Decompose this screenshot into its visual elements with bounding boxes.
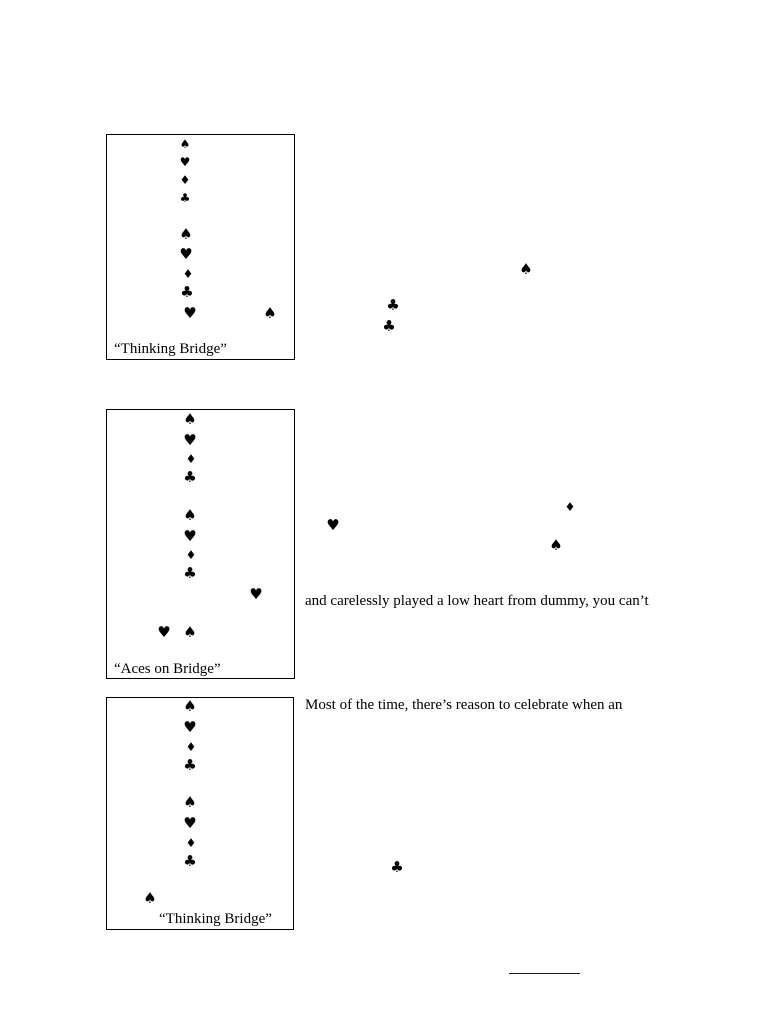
diamond-icon: ♦	[179, 173, 191, 187]
diamond-icon: ♦	[564, 500, 576, 514]
club-icon: ♣	[390, 858, 404, 876]
heart-icon: ♥	[183, 718, 197, 736]
body-text-line: and carelessly played a low heart from dummy, you can’t	[305, 593, 649, 609]
club-icon: ♣	[183, 564, 197, 582]
spade-icon: ♠	[183, 506, 197, 524]
heart-icon: ♥	[157, 623, 171, 641]
spade-icon: ♠	[179, 225, 193, 243]
heart-icon: ♥	[183, 814, 197, 832]
heart-icon: ♥	[183, 431, 197, 449]
spade-icon: ♠	[183, 410, 197, 428]
club-icon: ♣	[183, 852, 197, 870]
spade-icon: ♠	[183, 697, 197, 715]
heart-icon: ♥	[179, 245, 193, 263]
deal-diagram-3	[106, 697, 294, 930]
heart-icon: ♥	[326, 516, 340, 534]
diamond-icon: ♦	[185, 740, 197, 754]
source-caption: “Aces on Bridge”	[114, 661, 221, 677]
club-icon: ♣	[386, 296, 400, 314]
diamond-icon: ♦	[182, 267, 194, 281]
club-icon: ♣	[183, 756, 197, 774]
spade-icon: ♠	[183, 623, 197, 641]
club-icon: ♣	[183, 468, 197, 486]
spade-icon: ♠	[179, 137, 191, 151]
body-text-line: Most of the time, there’s reason to celebrate when an	[305, 697, 623, 713]
source-caption: “Thinking Bridge”	[159, 911, 272, 927]
heart-icon: ♥	[183, 527, 197, 545]
spade-icon: ♠	[143, 889, 157, 907]
deal-diagram-2	[106, 409, 295, 679]
heart-icon: ♥	[183, 304, 197, 322]
diamond-icon: ♦	[185, 452, 197, 466]
club-icon: ♣	[180, 283, 194, 301]
hyperlink-underline[interactable]	[509, 973, 580, 974]
heart-icon: ♥	[179, 155, 191, 169]
club-icon: ♣	[382, 317, 396, 335]
spade-icon: ♠	[263, 304, 277, 322]
source-caption: “Thinking Bridge”	[114, 341, 227, 357]
spade-icon: ♠	[549, 536, 563, 554]
club-icon: ♣	[179, 191, 191, 205]
spade-icon: ♠	[183, 793, 197, 811]
deal-diagram-1	[106, 134, 295, 360]
diamond-icon: ♦	[185, 836, 197, 850]
heart-icon: ♥	[249, 585, 263, 603]
diamond-icon: ♦	[185, 548, 197, 562]
spade-icon: ♠	[519, 260, 533, 278]
